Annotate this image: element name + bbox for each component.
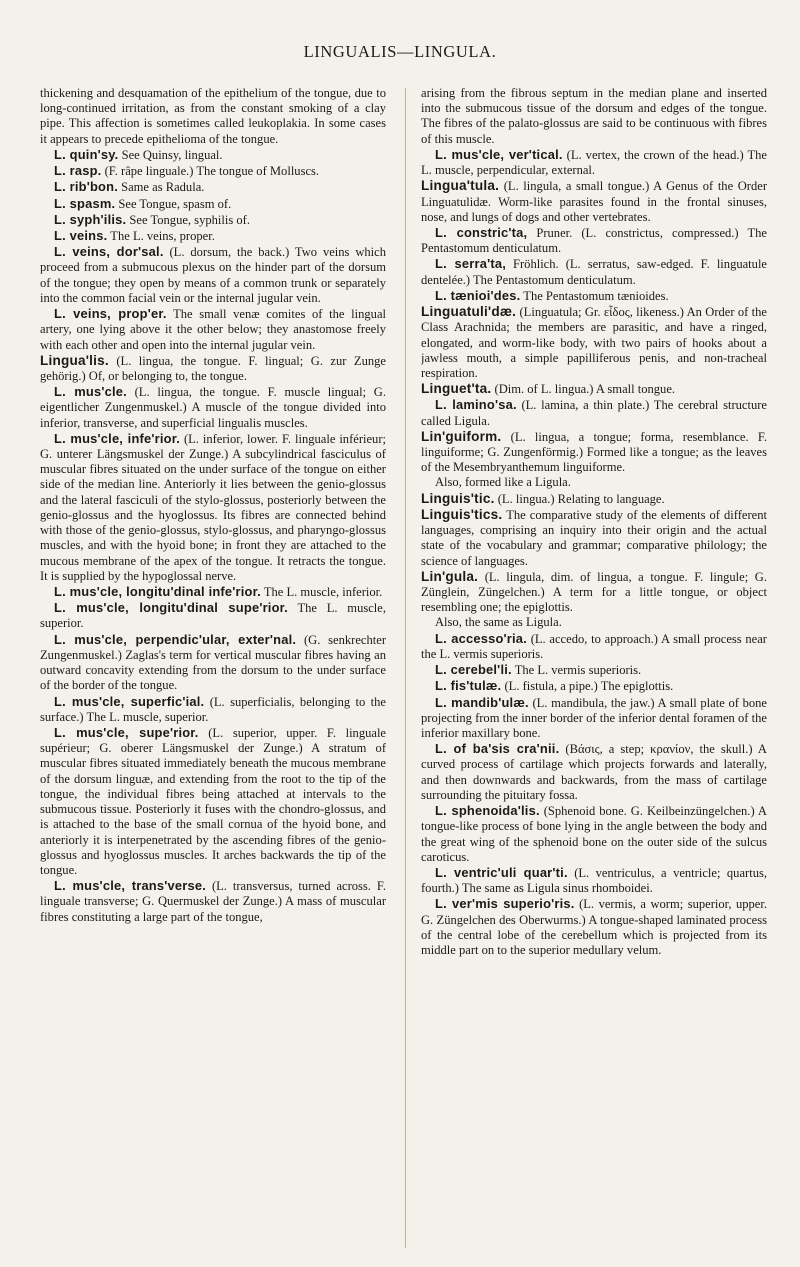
- dictionary-entry: [421, 615, 767, 630]
- dictionary-entry: [421, 397, 767, 428]
- entry-headword: L. mus'cle, perpendic'ular, exter'nal.: [54, 631, 297, 647]
- dictionary-entry: [421, 429, 767, 476]
- entry-headword: Lingua'lis.: [40, 352, 109, 368]
- entry-text: The Pentastomum tænioides.: [520, 288, 669, 303]
- entry-headword: L. rasp.: [54, 163, 102, 179]
- entry-text: (L. ventriculus, a ventricle; quartus, fourth.) The same as Ligula sinus rhomboidei.: [421, 865, 767, 896]
- dictionary-entry: [421, 741, 767, 803]
- dictionary-entry: [421, 147, 767, 178]
- entry-headword: L. mus'cle, longitu'dinal supe'rior.: [54, 600, 288, 616]
- dictionary-entry: [421, 475, 767, 490]
- dictionary-entry: [421, 178, 767, 225]
- entry-headword: L. veins, dor'sal.: [54, 244, 164, 260]
- entry-text: (L. lingua.) Relating to language.: [494, 491, 665, 506]
- entry-text: (Sphenoid bone. G. Keilbeinzüngelchen.) A tongue-like process of bone lying in the angle between the body and the great wing of the sphenoid bone on the outer side of the sulcus caroticus.: [421, 804, 767, 864]
- column-divider: [405, 88, 406, 1248]
- entry-text: Also, the same as Ligula.: [435, 615, 562, 630]
- entry-text: See Quinsy, lingual.: [118, 147, 223, 162]
- dictionary-entry: [40, 244, 386, 306]
- entry-headword: L. syph'ilis.: [54, 211, 127, 227]
- entry-headword: L. quin'sy.: [54, 146, 119, 162]
- dictionary-entry: [40, 600, 386, 631]
- entry-headword: L. sphenoida'lis.: [435, 803, 540, 819]
- entry-text: (Βάσις, a step; κρανίον, the skull.) A curved process of cartilage which projects forwards and laterally, and then downwards and backwards, from the mass of cartilage surrounding the pituitary fossa.: [421, 742, 767, 802]
- dictionary-entry: [40, 584, 386, 600]
- dictionary-entry: [421, 86, 767, 147]
- entry-text: Same as Radula.: [117, 180, 205, 195]
- dictionary-entry: [40, 725, 386, 878]
- entry-text: (L. lamina, a thin plate.) The cerebral structure called Ligula.: [421, 398, 767, 428]
- entry-headword: L. mus'cle, infe'rior.: [54, 430, 181, 446]
- dictionary-entry: [421, 678, 767, 694]
- entry-headword: L. mus'cle, trans'verse.: [54, 878, 206, 894]
- dictionary-entry: [40, 431, 386, 584]
- entry-text: Also, formed like a Ligula.: [435, 475, 571, 490]
- entry-text: thickening and desquamation of the epithelium of the tongue, due to long-continued irritation, as from the constant smoking of a clay pipe. This affection is sometimes called leukoplakia. In some cases it appears to precede epithelioma of the tongue.: [40, 86, 386, 146]
- dictionary-entry: [421, 507, 767, 569]
- dictionary-entry: [40, 878, 386, 925]
- entry-headword: L. mus'cle.: [54, 384, 127, 400]
- entry-headword: Linguis'tic.: [421, 490, 495, 506]
- entry-text: (L. transversus, turned across. F. linguale transverse; G. Quermuskel der Zunge.) A mass of muscular fibres constituting a large part of the tongue,: [40, 879, 386, 924]
- entry-text: (L. vermis, a worm; superior, upper. G. Züngelchen des Oberwurms.) A tongue-shaped laminated process of the central lobe of the cerebellum which is projected from its middle part on to the superior medullary velum.: [421, 897, 767, 958]
- dictionary-entry: [40, 632, 386, 694]
- entry-text: (L. lingua, the tongue. F. lingual; G. zur Zunge gehörig.) Of, or belonging to, the tongue.: [40, 353, 386, 383]
- dictionary-entry: [421, 865, 767, 896]
- entry-headword: L. serra'ta,: [435, 256, 506, 272]
- entry-text: (L. dorsum, the back.) Two veins which proceed from a submucous plexus on the hinder part of the dorsum of the tongue; they open by means of a common trunk or separately into the common facial vein or the internal jugular vein.: [40, 245, 386, 305]
- entry-headword: Linguet'ta.: [421, 381, 492, 397]
- entry-headword: Lin'gula.: [421, 568, 479, 584]
- dictionary-entry: [40, 384, 386, 431]
- entry-text: (Dim. of L. lingua.) A small tongue.: [491, 382, 676, 397]
- dictionary-entry: [421, 381, 767, 397]
- entry-text: The L. veins, proper.: [107, 228, 215, 243]
- entry-text: (L. vertex, the crown of the head.) The L. muscle, perpendicular, external.: [421, 147, 767, 178]
- dictionary-entry: [421, 304, 767, 381]
- dictionary-entry: [40, 163, 386, 179]
- dictionary-entry: [421, 569, 767, 616]
- entry-text: (G. senkrechter Zungenmuskel.) Zaglas's term for vertical muscular fibres having an outward concavity extending from the dorsum to the under surface of the border of the tongue.: [40, 632, 386, 693]
- dictionary-entry: [421, 631, 767, 662]
- entry-headword: L. mus'cle, supe'rior.: [54, 724, 199, 740]
- entry-headword: L. mus'cle, longitu'dinal infe'rior.: [54, 584, 261, 599]
- dictionary-entry: [40, 694, 386, 725]
- entry-headword: L. constric'ta,: [435, 224, 528, 240]
- entry-text: (L. accedo, to approach.) A small process near the L. vermis superioris.: [421, 631, 767, 661]
- entry-headword: L. lamino'sa.: [435, 397, 517, 413]
- entry-headword: Lin'guiform.: [421, 428, 502, 444]
- entry-text: (L. lingula, a small tongue.) A Genus of the Order Linguatulidæ. Worm-like parasites found in the frontal sinuses, nose, and lungs of dogs and other vertebrates.: [421, 179, 767, 224]
- entry-headword: L. rib'bon.: [54, 179, 118, 195]
- dictionary-entry: [40, 306, 386, 353]
- entry-text: The L. muscle, superior.: [40, 601, 386, 631]
- entry-text: The comparative study of the elements of different languages, comprising an inquiry into their origin and the actual state of the vocabulary and grammar; comparative philology; the science of languages.: [421, 507, 767, 568]
- entry-text: (L. fistula, a pipe.) The epiglottis.: [501, 679, 674, 694]
- entry-text: See Tongue, spasm of.: [115, 196, 232, 211]
- entry-text: (L. lingula, dim. of lingua, a tongue. F. lingule; G. Zünglein, Züngelchen.) A term for a little tongue, or object resembling one; the epiglottis.: [421, 569, 767, 615]
- dictionary-entry: [421, 695, 767, 742]
- entry-headword: L. tænioi'des.: [435, 287, 521, 303]
- dictionary-entry: [421, 491, 767, 507]
- entry-text: (L. superior, upper. F. linguale supérieur; G. oberer Längsmuskel der Zunge.) A stratum of muscular fibres situated immediately beneath the mucous membrane of the dorsum linguæ, and extending from the root to the tip of the tongue, the individual fibres being attached at intervals to the submucous tissue. Posteriorly it fuses with the chondro-glossus, and is attached to the base of the small cornua of the hyoid bone, and anteriorly it is interpenetrated by the ascending fibres of the genio-glossus and hyoglossus muscles. It arches backwards the tip of the tongue.: [40, 725, 386, 877]
- entry-text: (L. lingua, a tongue; forma, resemblance. F. linguiforme; G. Zungenförmig.) Formed like a tongue; as the leaves of the Mesembryanthemum linguiforme.: [421, 429, 767, 475]
- dictionary-entry: [421, 256, 767, 287]
- dictionary-entry: [40, 147, 386, 163]
- running-head: LINGUALIS—LINGULA.: [303, 42, 497, 61]
- entry-headword: L. accesso'ria.: [435, 630, 527, 646]
- entry-headword: L. veins.: [54, 227, 108, 243]
- entry-text: The L. vermis superioris.: [511, 663, 642, 678]
- entry-text: (L. superficialis, belonging to the surface.) The L. muscle, superior.: [40, 694, 386, 724]
- entry-headword: Linguatuli'dæ.: [421, 304, 517, 320]
- dictionary-entry: [421, 225, 767, 256]
- entry-headword: Linguis'tics.: [421, 506, 503, 522]
- entry-headword: L. ver'mis superio'ris.: [435, 896, 575, 912]
- entry-headword: L. mus'cle, superfic'ial.: [54, 693, 205, 709]
- entry-headword: L. fis'tulæ.: [435, 678, 502, 694]
- dictionary-entry: [40, 179, 386, 195]
- dictionary-entry: [421, 803, 767, 865]
- entry-text: (Linguatula; Gr. εἶδος, likeness.) An Order of the Class Arachnida; the members are parasitic, and have a ringed, elongated, and worm-like body, with two pairs of hooks about a jawless mouth, a simple papilliferous penis, and non-tracheal respiration.: [421, 305, 767, 380]
- entry-headword: L. spasm.: [54, 195, 116, 211]
- entry-headword: L. mandib'ulæ.: [435, 694, 529, 710]
- entry-text: The small venæ comites of the lingual artery, one lying above it the other below; they anastomose freely with each other and open into the internal jugular vein.: [40, 307, 386, 352]
- entry-text: (L. mandibula, the jaw.) A small plate of bone projecting from the inner border of the inferior dental foramen of the inferior maxillary bone.: [421, 695, 767, 740]
- entry-headword: L. of ba'sis cra'nii.: [435, 741, 560, 757]
- dictionary-entry: [421, 896, 767, 958]
- entry-text: Fröhlich. (L. serratus, saw-edged. F. linguatule dentelée.) The Pentastomum denticulatum.: [421, 257, 767, 287]
- entry-headword: L. mus'cle, ver'tical.: [435, 146, 563, 162]
- right-column: [421, 86, 767, 1251]
- entry-text: (L. lingua, the tongue. F. muscle lingual; G. eigentlicher Zungenmuskel.) A muscle of the tongue divided into inferior, transverse, and superficial lingualis muscles.: [40, 385, 386, 430]
- entry-text: The L. muscle, inferior.: [260, 585, 383, 599]
- entry-text: See Tongue, syphilis of.: [126, 212, 250, 227]
- entry-text: Pruner. (L. constrictus, compressed.) The Pentastomum denticulatum.: [421, 225, 767, 256]
- entry-text: (F. râpe linguale.) The tongue of Molluscs.: [101, 164, 320, 179]
- dictionary-entry: [40, 228, 386, 244]
- left-column: [40, 86, 386, 1251]
- dictionary-entry: [40, 353, 386, 384]
- entry-headword: Lingua'tula.: [421, 178, 500, 194]
- dictionary-entry: [421, 288, 767, 304]
- entry-headword: L. cerebel'li.: [435, 662, 512, 678]
- entry-headword: L. ventric'uli quar'ti.: [435, 864, 568, 880]
- entry-text: (L. inferior, lower. F. linguale inférieur; G. unterer Längsmuskel der Zunge.) A subcylindrical fasciculus of muscular fibres situated on the under surface of the tongue on either side of the median line. Anteriorly it lies between the genio-glossus and the lateral fasciculi of the stylo-glossus, posteriorly between the genio-glossus and the hyoglossus. Its fibres are connected behind with those of the genio-glossus, stylo-glossus, and pharyngo-glossus muscles, and with the hyoid bone; in front they are attached to the mucous membrane of the apex of the tongue. It retracts the tongue. It is supplied by the hypoglossal nerve.: [40, 431, 386, 583]
- dictionary-entry: [421, 662, 767, 678]
- entry-text: arising from the fibrous septum in the median plane and inserted into the submucous tissue of the dorsum and edges of the tongue. The fibres of the palato-glossus are said to be continuous with fibres of this muscle.: [421, 86, 767, 146]
- entry-headword: L. veins, prop'er.: [54, 306, 167, 322]
- dictionary-entry: [40, 196, 386, 212]
- dictionary-entry: [40, 212, 386, 228]
- dictionary-entry: [40, 86, 386, 147]
